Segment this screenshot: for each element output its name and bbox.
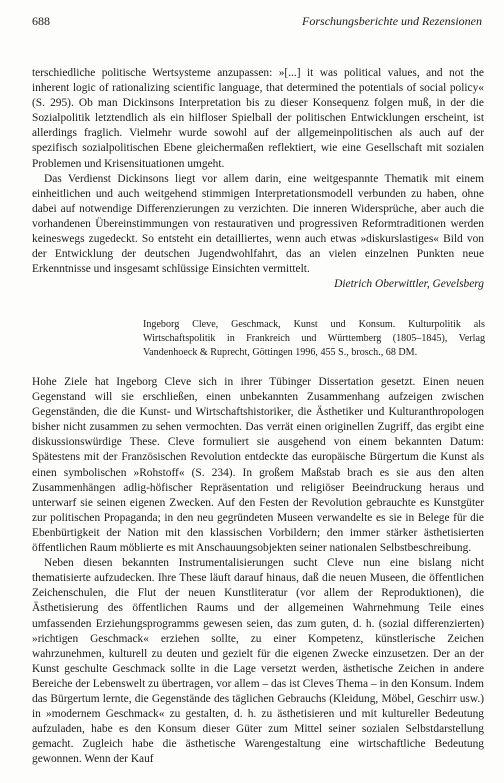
review-2-paragraph-1: Hohe Ziele hat Ingeborg Cleve sich in ihrer Tübinger Dissertation gesetzt. Einen neuen Gegenstand will sie erschließen, einen unbekannten Zusammenhang aufzeigen zwischen Gegenständen, die die Kunst- und Wirtschaftshistoriker, die Ästhetiker und Kulturanthropologen bisher nicht zusammen zu sehen vermochten. Das verrät einen originellen Zugriff, das ergibt eine diskussionswürdige These. Cleve formuliert sie ausgehend von einem bekannten Datum: Spätestens mit der Französischen Revolution entdeckte das europäische Bürgertum die Kunst als einen symbolischen »Rohstoff« (S. 234). In großem Maßstab brach es sie aus den alten Zusammenhängen adlig-höfischer Repräsentation und religiöser Beeindruckung heraus und unterwarf sie seinen eigenen Zwecken. Auf den Festen der Revolution gebrauchte es Kunstgüter zur politischen Propaganda; in den neu gegründeten Museen verwandelte es sie in Belege für die Ebenbürtigkeit der Nation mit den klassischen Vorbildern; den immer stärker ästhetisierten öffentlichen Raum möblierte es mit Anschauungsobjekten seiner nationalen Selbstbeschreibung.	[32, 376, 484, 555]
page-number: 688	[32, 14, 50, 28]
review-2-paragraph-2: Neben diesen bekannten Instrumentalisierungen sucht Cleve nun eine bislang nicht thematisierte aufzudecken. Ihre These läuft darauf hinaus, daß die neuen Museen, die öffentlichen Zeichenschulen, die Flut der neuen Kunstliteratur (vor allem der Reproduktionen), die Ästhetisierung des öffentlichen Raums und der allgemeinen Wahrnehmung Teile eines umfassenden Erziehungsprogramms gewesen seien, das zum guten, d. h. (sozial differenzierten) »richtigen Geschmack« erziehen sollte, zu einer Kompetenz, künstlerische Zeichen wahrzunehmen, kulturell zu deuten und gezielt für die eigenen Zwecke einzusetzen. Der an der Kunst geschulte Geschmack sollte in die Lage versetzt werden, ästhetische Zeichen in andere Bereiche der Lebenswelt zu übertragen, vor allem – das ist Cleves Thema – in den Konsum. Indem das Bürgertum lernte, die Gegenstände des täglichen Gebrauchs (Kleidung, Möbel, Geschirr usw.) in »modernem Geschmack« zu gestalten, d. h. zu ästhetisieren und mit kultureller Bedeutung aufzuladen, habe es den Konsum dieser Güter zum Mittel seiner sozialen Selbstdarstellung gemacht. Zugleich habe die ästhetische Warengestaltung eine wirtschaftliche Bedeutung gewonnen. Wenn der Kauf	[32, 557, 484, 766]
running-title: Forschungsberichte und Rezensionen	[302, 14, 482, 28]
review-1-signature: Dietrich Oberwittler, Gevelsberg	[334, 278, 484, 291]
review-1-paragraph-2	[32, 172, 484, 293]
review-1-body	[32, 66, 484, 292]
page-header	[32, 14, 482, 32]
review-1-paragraph-1: terschiedliche politische Wertsysteme anzupassen: »[...] it was political values, and not the inherent logic of rationalizing scientific language, that determined the potentials of social policy« (S. 295). Ob man Dickinsons Interpretation bis zu dieser Konsequenz folgen muß, in der die Sozialpolitik letztendlich als ein hilfloser Spielball der politischen Entwicklungen erscheint, ist allerdings fraglich. Vielmehr wurde sowohl auf der allgemeinpolitischen als auch auf der spezifisch sozialpolitischen Ebene gleichermaßen reflektiert, wie eine Gesellschaft mit sozialen Problemen und Krisensituationen umgeht.	[32, 67, 484, 170]
review-2-body	[32, 375, 484, 767]
review-1-paragraph-2-text: Das Verdienst Dickinsons liegt vor allem darin, eine weitgespannte Thematik mit einem einheitlichen und auch weitgehend stimmigen Interpretationsmodell verbunden zu haben, ohne dabei auf notwendige Differenzierungen zu verzichten. Die inneren Widersprüche, aber auch die vorhandenen Übereinstimmungen von restaurativen und progressiven Reformtraditionen werden keineswegs zugedeckt. So entsteht ein detailliertes, wenn auch etwas »diskurslastiges« Bild von der Entwicklung der deutschen Jugendwohlfahrt, das an vielen einzelnen Punkten neue Erkenntnisse und insgesamt schlüssige Einsichten vermittelt.	[32, 172, 484, 276]
review-2-bibliography: Ingeborg Cleve, Geschmack, Kunst und Konsum. Kulturpolitik als Wirtschaftspolitik in Frankreich und Württemberg (1805–1845), Verlag Vandenhoeck & Ruprecht, Göttingen 1996, 455 S., brosch., 68 DM.	[143, 319, 485, 358]
